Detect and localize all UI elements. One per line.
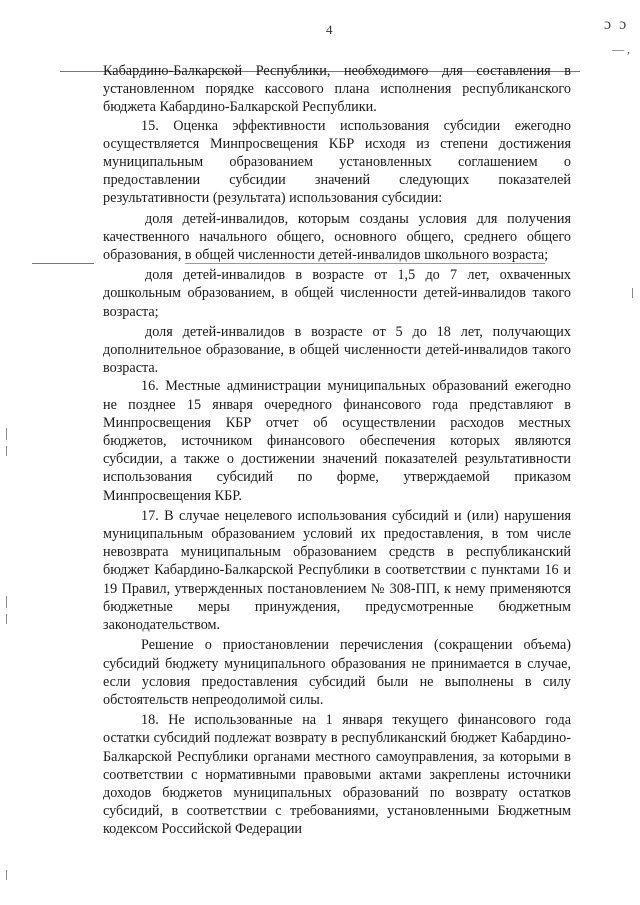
scan-artifact-tick [632, 288, 633, 298]
corner-scan-mark-secondary: — , [612, 42, 630, 56]
scan-artifact-tick [6, 446, 7, 456]
scan-artifact-tick [6, 428, 7, 440]
paragraph-indicator-additional: доля детей-инвалидов в возрасте от 5 до 18 лет, получающих дополнительное образование, в общей численности детей-инвалидов такого возраста. [103, 323, 571, 377]
scan-artifact-tick [6, 870, 7, 880]
paragraph-clause-18: 18. Не использованные на 1 января текущего финансового года остатки субсидий подлежат возврату в республиканский бюджет Кабардино-Балкарской Республики органами местного самоуправления, за которыми в соответствии с нормативными правовыми актами закреплены источники доходов бюджетов муниципальных образований по возврату остатков субсидий, в соответствии с требованиями, установленными Бюджетным кодексом Российской Федерации [103, 712, 571, 838]
page-number: 4 [326, 22, 333, 37]
paragraph-indicator-preschool: доля детей-инвалидов в возрасте от 1,5 до 7 лет, охваченных дошкольным образованием, в общей численности детей-инвалидов такого возраста; [103, 267, 571, 320]
paragraph-continuation: Кабардино-Балкарской Республики, необходимого для составления в установленном порядке кассового плана исполнения республиканского бюджета Кабардино-Балкарской Республики. [103, 63, 571, 116]
corner-scan-mark: ɔ ɔ [604, 16, 629, 33]
scan-artifact-tick [6, 614, 7, 624]
paragraph-clause-17: 17. В случае нецелевого использования субсидий и (или) нарушения муниципальным образованием условий их предоставления, в том числе невозврата муниципальным образованием средств в республиканский бюджет Кабардино-Балкарской Республики в соответствии с пунктами 16 и 19 Правил, утвержденных постановлением № 308-ПП, к нему применяются бюджетные меры принуждения, предусмотренные бюджетным законодательством. [103, 507, 571, 634]
paragraph-indicator-school: доля детей-инвалидов, которым созданы условия для получения качественного начального общего, основного общего, среднего общего образования, в общей численности детей-инвалидов школьного возраста; [103, 210, 571, 264]
paragraph-suspension-decision: Решение о приостановлении перечисления (сокращении объема) субсидий бюджету муниципального образования не принимается в случае, если условия предоставления субсидий были не выполнены в силу обстоятельств непреодолимой силы. [103, 637, 571, 708]
scan-artifact-tick [6, 596, 7, 608]
paragraph-clause-16: 16. Местные администрации муниципальных образований ежегодно не позднее 15 января очередного финансового года представляют в Минпросвещения КБР отчет об осуществлении расходов местных бюджетов, источником финансового обеспечения которых являются субсидии, а также о достижении значений показателей результативности использования субсидий по форме, утверждаемой приказом Минпросвещения КБР. [103, 378, 571, 504]
scan-artifact-line-mid [32, 263, 94, 264]
document-body [103, 62, 571, 839]
paragraph-clause-15: 15. Оценка эффективности использования субсидии ежегодно осуществляется Минпросвещения КБР исходя из степени достижения муниципальным образованием установленных соглашением о предоставлении субсидии значений следующих показателей результативности (результата) использования субсидии: [103, 117, 571, 207]
